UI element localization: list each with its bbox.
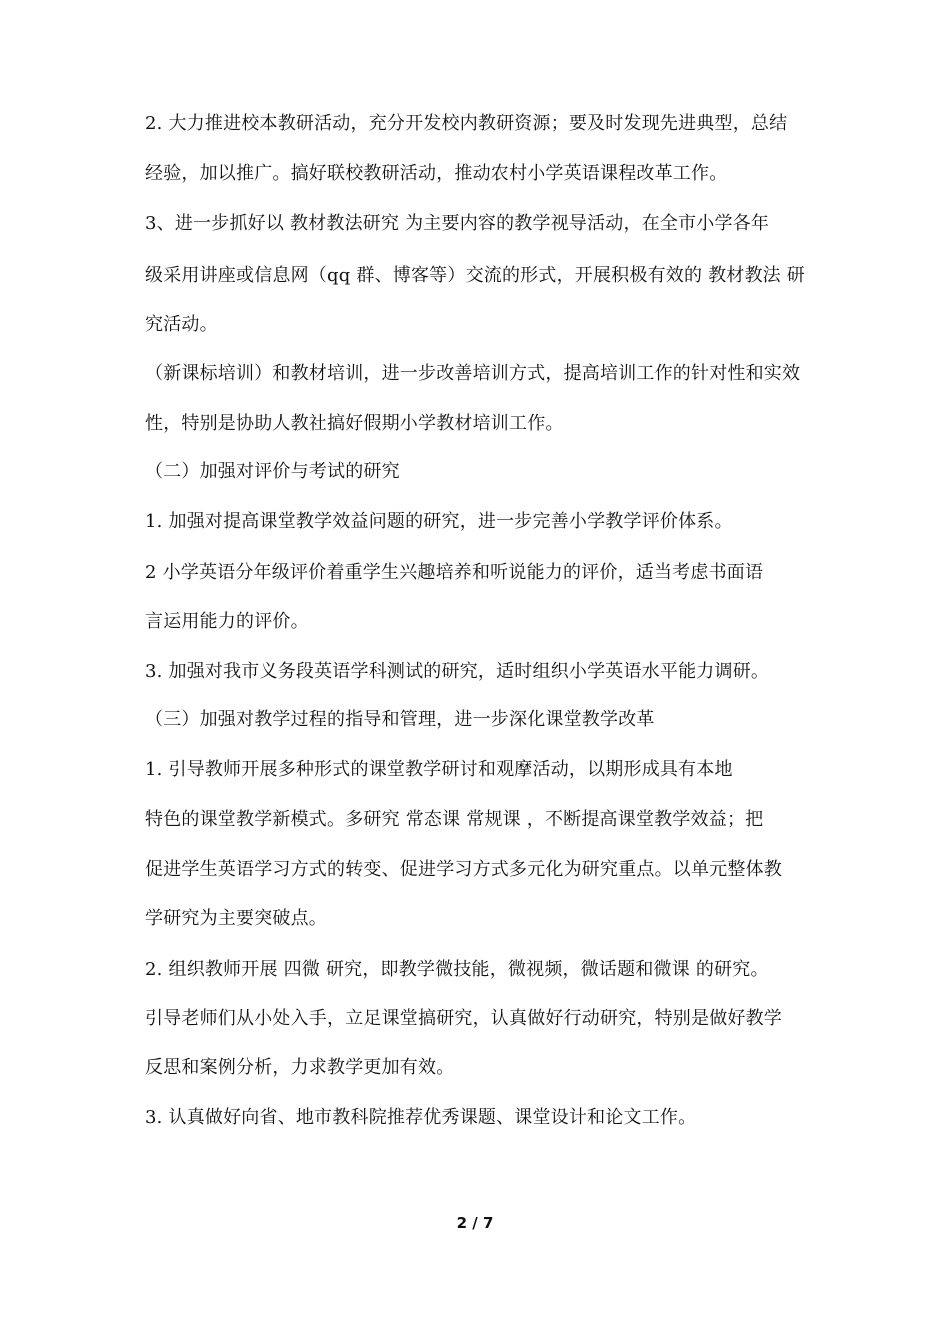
paragraph-line: 级采用讲座或信息网（qq 群、博客等）交流的形式，开展积极有效的 教材教法 研: [145, 265, 806, 286]
paragraph-line: 3. 认真做好向省、地市教科院推荐优秀课题、课堂设计和论文工作。: [145, 1107, 697, 1128]
paragraph-line: 1. 引导教师开展多种形式的课堂教学研讨和观摩活动，以期形成具有本地: [145, 759, 733, 780]
paragraph-line: 2. 组织教师开展 四微 研究，即教学微技能，微视频，微话题和微课 的研究。: [145, 959, 769, 980]
paragraph-line: 经验，加以推广。搞好联校教研活动，推动农村小学英语课程改革工作。: [145, 163, 728, 184]
paragraph-line: 1. 加强对提高课堂教学效益问题的研究，进一步完善小学教学评价体系。: [145, 511, 733, 532]
paragraph-line: 引导老师们从小处入手，立足课堂搞研究，认真做好行动研究，特别是做好教学: [145, 1008, 782, 1029]
paragraph-line: 学研究为主要突破点。: [145, 908, 327, 929]
page-number: 2 / 7: [456, 1214, 494, 1232]
paragraph-line: （新课标培训）和教材培训，进一步改善培训方式，提高培训工作的针对性和实效: [145, 363, 801, 384]
paragraph-line: 促进学生英语学习方式的转变、促进学习方式多元化为研究重点。以单元整体教: [145, 859, 782, 880]
paragraph-line: 3、进一步抓好以 教材教法研究 为主要内容的教学视导活动，在全市小学各年: [145, 213, 770, 234]
section-heading: （三）加强对教学过程的指导和管理，进一步深化课堂教学改革: [145, 709, 655, 730]
paragraph-line: 究活动。: [145, 314, 218, 335]
paragraph-line: 反思和案例分析，力求教学更加有效。: [145, 1057, 455, 1078]
paragraph-line: 3. 加强对我市义务段英语学科测试的研究，适时组织小学英语水平能力调研。: [145, 661, 770, 682]
paragraph-line: 2 小学英语分年级评价着重学生兴趣培养和听说能力的评价，适当考虑书面语: [145, 562, 764, 583]
section-heading: （二）加强对评价与考试的研究: [145, 461, 400, 482]
paragraph-line: 言运用能力的评价。: [145, 611, 309, 632]
paragraph-line: 特色的课堂教学新模式。多研究 常态课 常规课 ，不断提高课堂教学效益；把: [145, 809, 764, 830]
paragraph-line: 2. 大力推进校本教研活动，充分开发校内教研资源；要及时发现先进典型，总结: [145, 113, 788, 134]
paragraph-line: 性，特别是协助人教社搞好假期小学教材培训工作。: [145, 413, 564, 434]
